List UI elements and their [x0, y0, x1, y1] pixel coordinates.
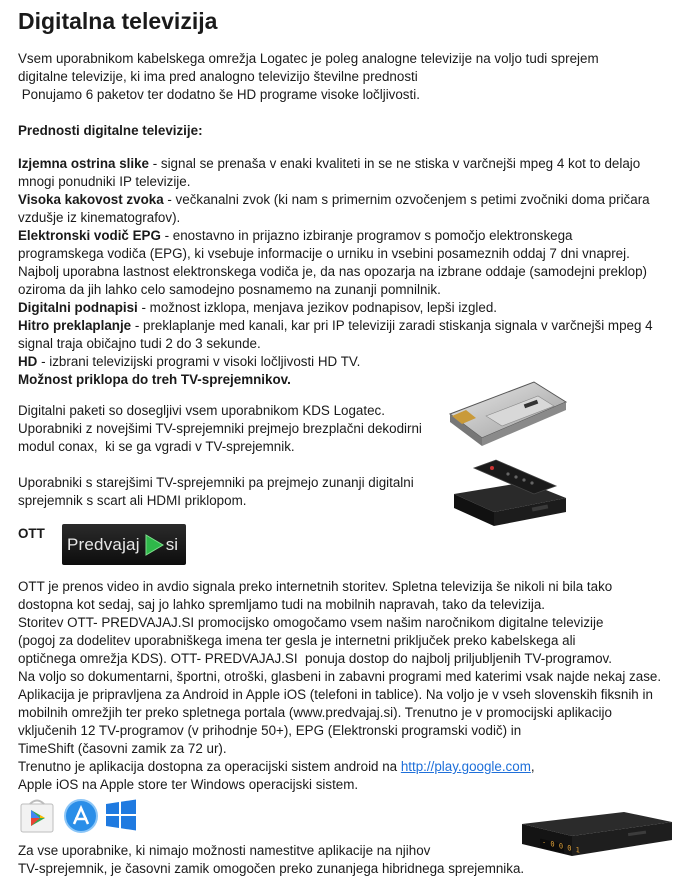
advantages-heading: Prednosti digitalne televizije: [18, 123, 203, 138]
app-store-icon[interactable] [63, 798, 99, 834]
ott-paragraph: OTT je prenos video in avdio signala preko internetnih storitev. Spletna televizija še nikoli ni bila tako dostopna kot sedaj, saj jo lahko spremljamo tudi na mobilnih napravah, tako da televizija. Storitev OTT- PREDVAJAJ.SI promocijsko omogočamo vsem našim naročnikom digitalne televizije (pogoj za dodelitev uporabniškega imena ter gesla je internetni priključek preko kabelskega ali optičnega omrežja KDS). OTT- PREDVAJAJ.SI ponuja dostop do najbolj priljubljenih TV-programov. Na voljo so dokumentarni, športni, otroški, glasbeni in zabavni programi med katerimi vsak najde nekaj zase. Aplikacija je pripravljena za Android in Apple iOS (telefoni in tablice). Na voljo je v vseh slovenskih fiksnih in mobilnih omrežjih ter preko spletnega portala (www.predvajaj.si). Trenutno je v promocijski aplikacijo vključenih 12 TV-programov (v prihodnje 50+), EPG (Elektronski programski vodič) in TimeShift (časovni zamik za 72 ur). Trenutno je aplikacija dostopna za operacijski sistem android na http://play.google.com, Apple iOS na Apple store ter Windows operacijski sistem. [18, 579, 662, 792]
cam-module-image [446, 376, 570, 450]
predvajaj-logo[interactable] [62, 524, 186, 565]
older-tv-paragraph: Uporabniki s starejšimi TV-sprejemniki pa prejmejo zunanji digitalni sprejemnik s scart ali HDMI priklopom. [18, 475, 414, 508]
intro-paragraph [18, 50, 678, 104]
feature-item: Visoka kakovost zvoka - večkanalni zvok (ki nam s primernim ozvočenjem s petimi zvočniki doma pričara [18, 192, 650, 207]
feature-item: Digitalni podnapisi - možnost izklopa, menjava jezikov podnapisov, lepši izgled. [18, 300, 498, 315]
intro-line: Ponujamo 6 paketov ter dodatno še HD programe visoke ločljivosti. [18, 87, 420, 102]
intro-line: Vsem uporabnikom kabelskega omrežja Logatec je poleg analogne televizije na voljo tudi sprejem [18, 51, 599, 66]
google-play-icon[interactable] [18, 798, 56, 834]
intro-line: digitalne televizije, ki ima pred analogno televizijo številne prednosti [18, 69, 418, 84]
ott-label: OTT [18, 526, 45, 541]
feature-item: Hitro preklaplanje - preklaplanje med kanali, kar pri IP televiziji zaradi stiskanja signala v varčnejši mpeg 4 [18, 318, 653, 333]
page-title: Digitalna televizija [18, 8, 218, 34]
set-top-box-image [452, 456, 568, 528]
outro-paragraph: Za vse uporabnike, ki nimajo možnosti namestitve aplikacije na njihov TV-sprejemnik, je časovni zamik omogočen preko zunanjega hibridnega sprejemnika. [18, 843, 525, 876]
feature-item: HD - izbrani televizijski programi v visoki ločljivosti HD TV. [18, 354, 361, 369]
features-list: Izjemna ostrina slike - signal se prenaša v enaki kvaliteti in se ne stiska v varčnejši mpeg 4 kot to delajo mnogi ponudniki IP televizije. Visoka kakovost zvoka - večkanalni zvok (ki nam s primernim ozvočenjem s petimi zvočniki doma pričara vzdušje iz kinematografov). Elektronski vodič EPG - enostavno in prijazno izbiranje programov s pomočjo elektronskega programskega vodiča (EPG), ki vsebuje informacije o urniku in vsebini posameznih oddaj 7 dni vnaprej. Najbolj uporabna lastnost elektronskega vodiča je, da nas opozarja na izbrane oddaje (samodejni preklop) oziroma da jih lahko celo samodejno posnamemo na zunanji pomnilnik. Digitalni podnapisi - možnost izklopa, menjava jezikov podnapisov, lepši izgled. Hitro preklaplanje - preklaplanje med kanali, kar pri IP televiziji zaradi stiskanja signala v varčnejši mpeg 4 signal traja običajno tudi 2 do 3 sekunde. HD - izbrani televizijski programi v visoki ločljivosti HD TV. Možnost priklopa do treh TV-sprejemnikov. [18, 155, 678, 389]
play-icon [143, 533, 165, 557]
packages-paragraph: Digitalni paketi so dosegljivi vsem uporabnikom KDS Logatec. Uporabniki z novejšimi TV-sprejemniki prejmejo brezplačni dekodirni modul conax, ki se ga vgradi v TV-sprejemnik. [18, 403, 422, 454]
google-play-link[interactable]: http://play.google.com [400, 759, 531, 774]
predvajaj-logo-suffix: si [165, 534, 178, 554]
feature-item: Izjemna ostrina slike - signal se prenaša v enaki kvaliteti in se ne stiska v varčnejši mpeg 4 kot to delajo [18, 156, 641, 171]
receiver-display: - 0 0 0 1 [542, 837, 580, 855]
feature-item: Elektronski vodič EPG - enostavno in prijazno izbiranje programov s pomočjo elektronskega [18, 228, 573, 243]
predvajaj-logo-text: Predvajaj [67, 534, 140, 554]
windows-store-icon[interactable] [104, 798, 138, 832]
feature-item: Možnost priklopa do treh TV-sprejemnikov. [18, 372, 291, 387]
